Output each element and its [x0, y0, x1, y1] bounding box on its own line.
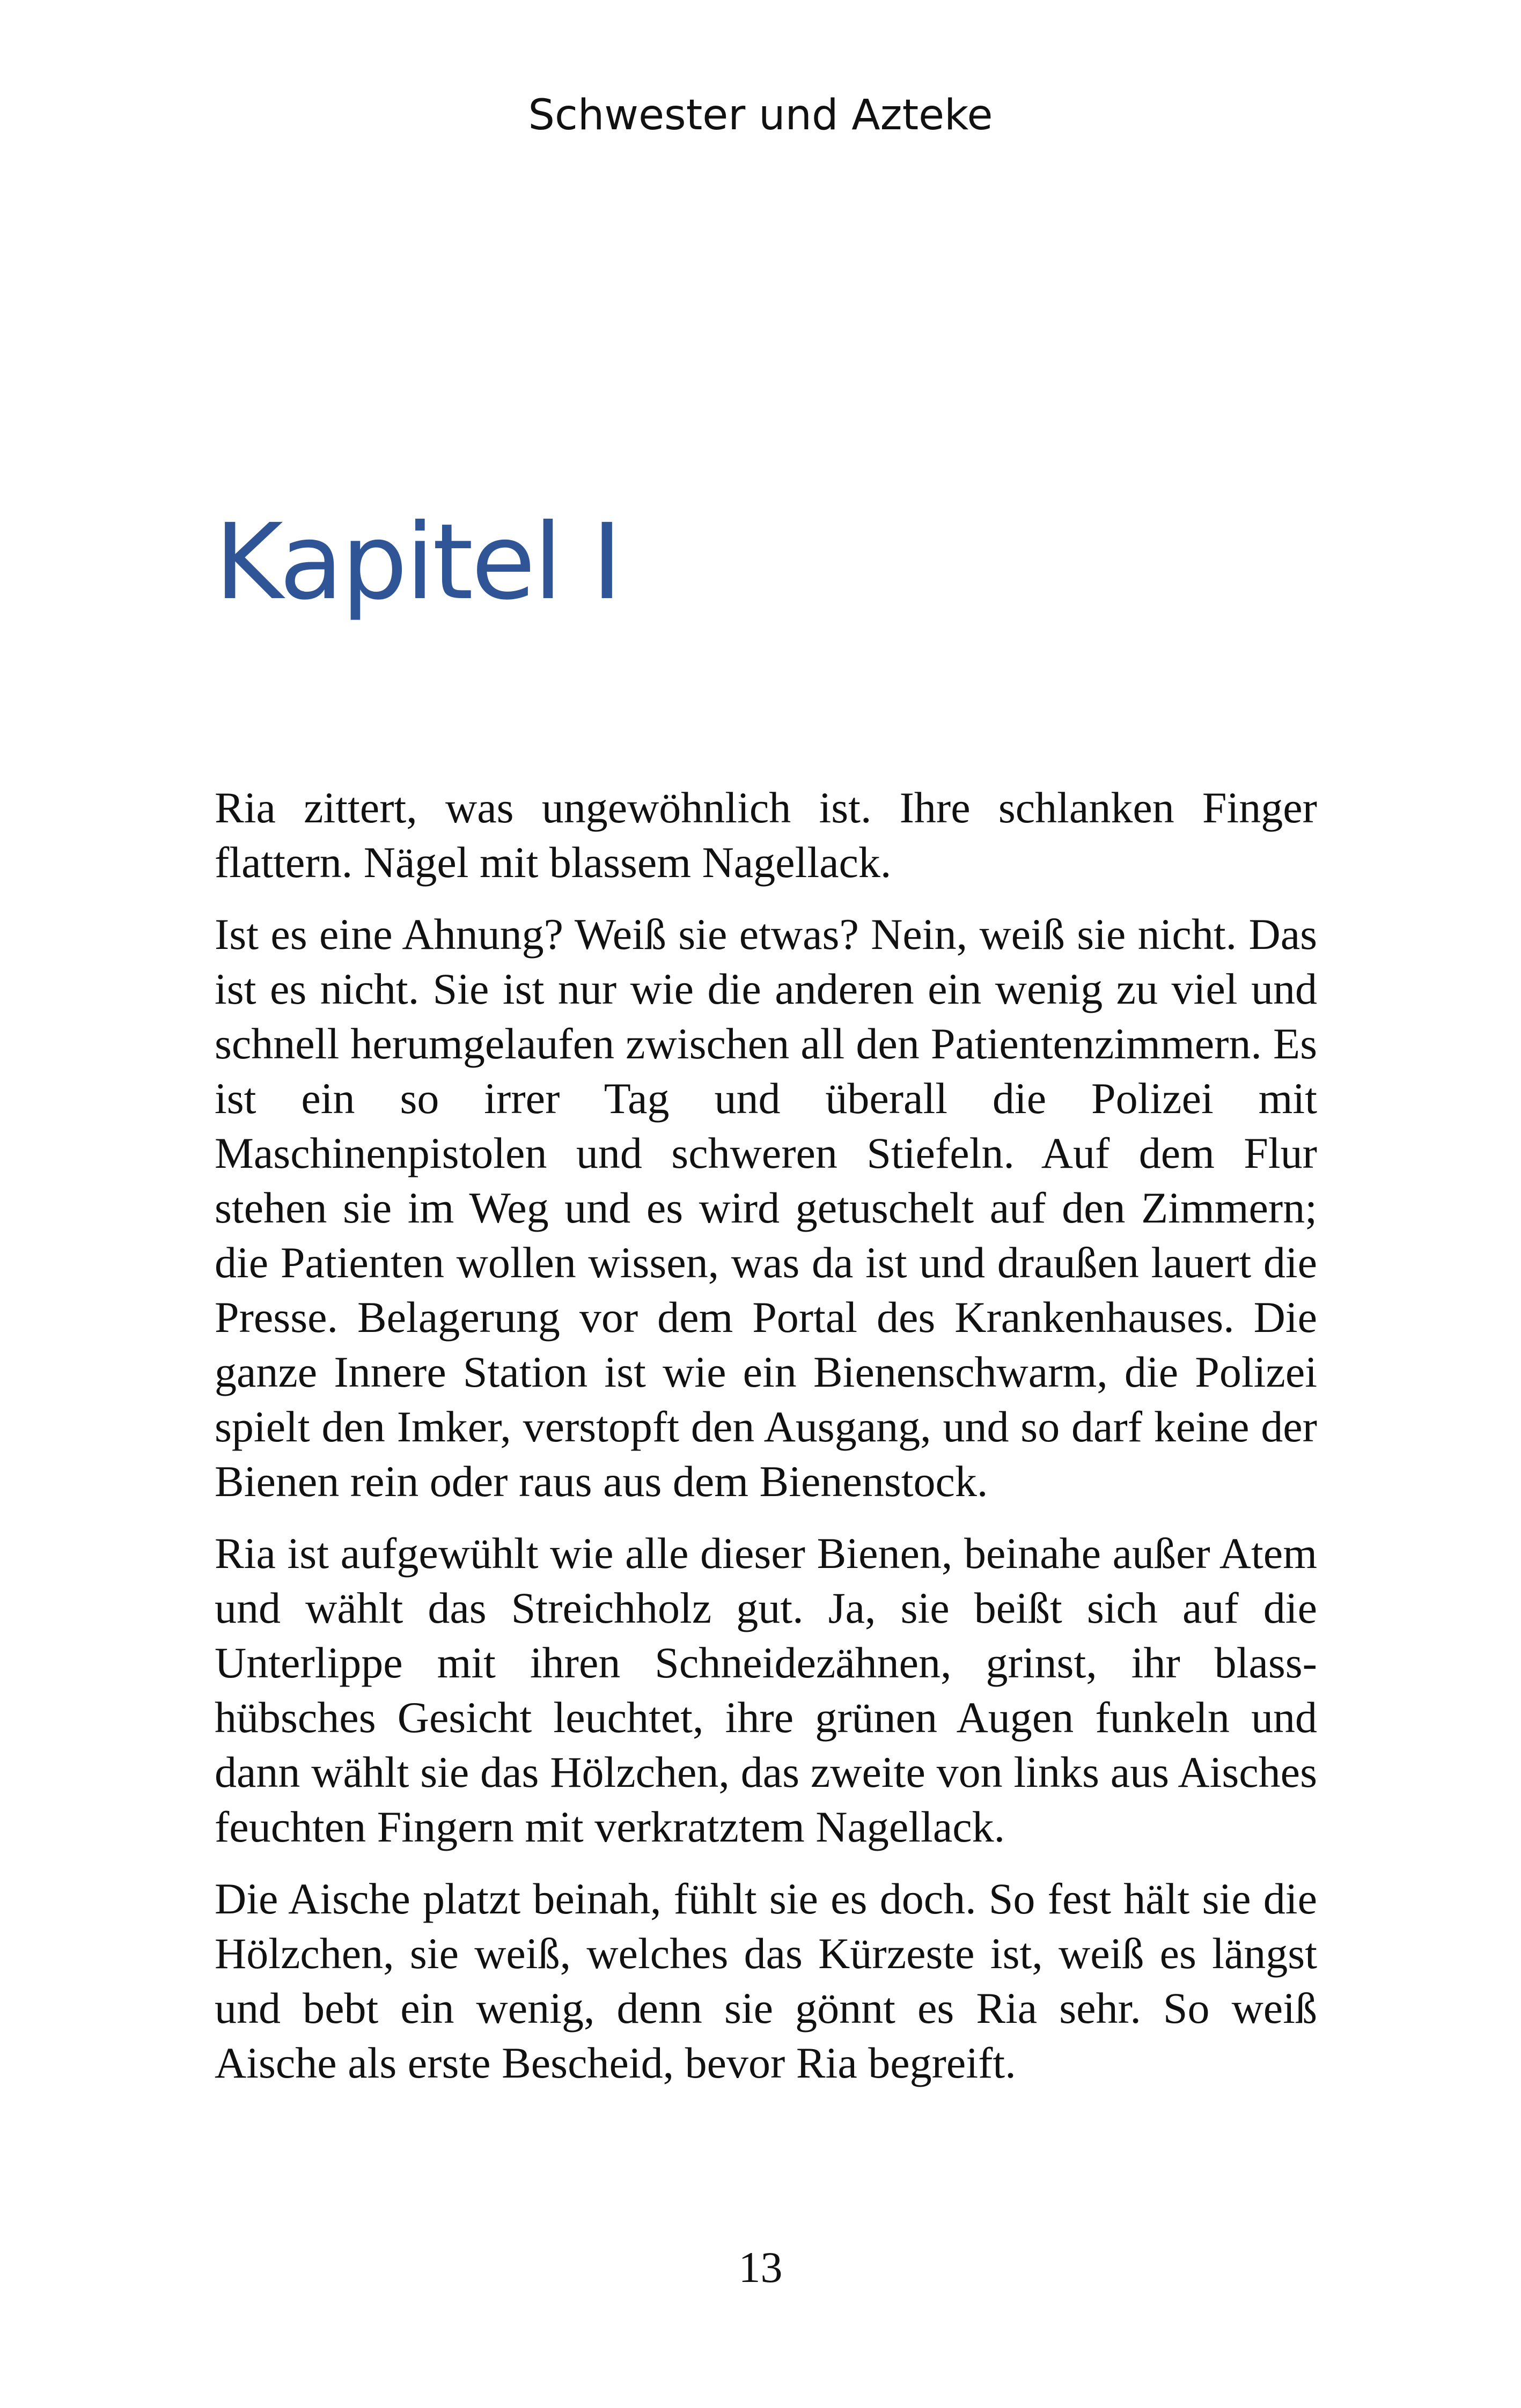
- paragraph-2: Ist es eine Ahnung? Weiß sie etwas? Nein, weiß sie nicht. Das ist es nicht. Sie ist nur wie die anderen ein wenig zu viel und schnell herumgelaufen zwischen all den Patientenzimmern. Es ist ein so irrer Tag und überall die Polizei mit Maschinenpistolen und schweren Stiefeln. Auf dem Flur stehen sie im Weg und es wird getuschelt auf den Zimmern; die Patienten wollen wissen, was da ist und draußen lauert die Presse. Belagerung vor dem Portal des Krankenhauses. Die ganze Innere Station ist wie ein Bienenschwarm, die Polizei spielt den Imker, verstopft den Ausgang, und so darf keine der Bienen rein oder raus aus dem Bienenstock.: [215, 910, 1317, 1506]
- chapter-title: Kapitel I: [215, 501, 620, 623]
- page-number: 13: [738, 2243, 783, 2292]
- paragraph-3: Ria ist aufgewühlt wie alle dieser Bienen, beinahe außer Atem und wählt das Streichholz gut. Ja, sie beißt sich auf die Unterlippe mit ihren Schneidezähnen, grinst, ihr blass-hübsches Gesicht leuchtet, ihre grünen Augen funkeln und dann wählt sie das Hölzchen, das zweite von links aus Aisches feuchten Fingern mit verkratztem Nagellack.: [215, 1529, 1317, 1851]
- paragraph-1: Ria zittert, was ungewöhnlich ist. Ihre schlanken Finger flattern. Nägel mit blassem Nagellack.: [215, 783, 1317, 887]
- paragraph-4: Die Aische platzt beinah, fühlt sie es doch. So fest hält sie die Hölzchen, sie weiß, welches das Kürzeste ist, weiß es längst und bebt ein wenig, denn sie gönnt es Ria sehr. So weiß Aische als erste Bescheid, bevor Ria begreift.: [215, 1874, 1317, 2087]
- running-header: Schwester und Azteke: [528, 91, 993, 139]
- chapter-body: [215, 780, 1317, 2108]
